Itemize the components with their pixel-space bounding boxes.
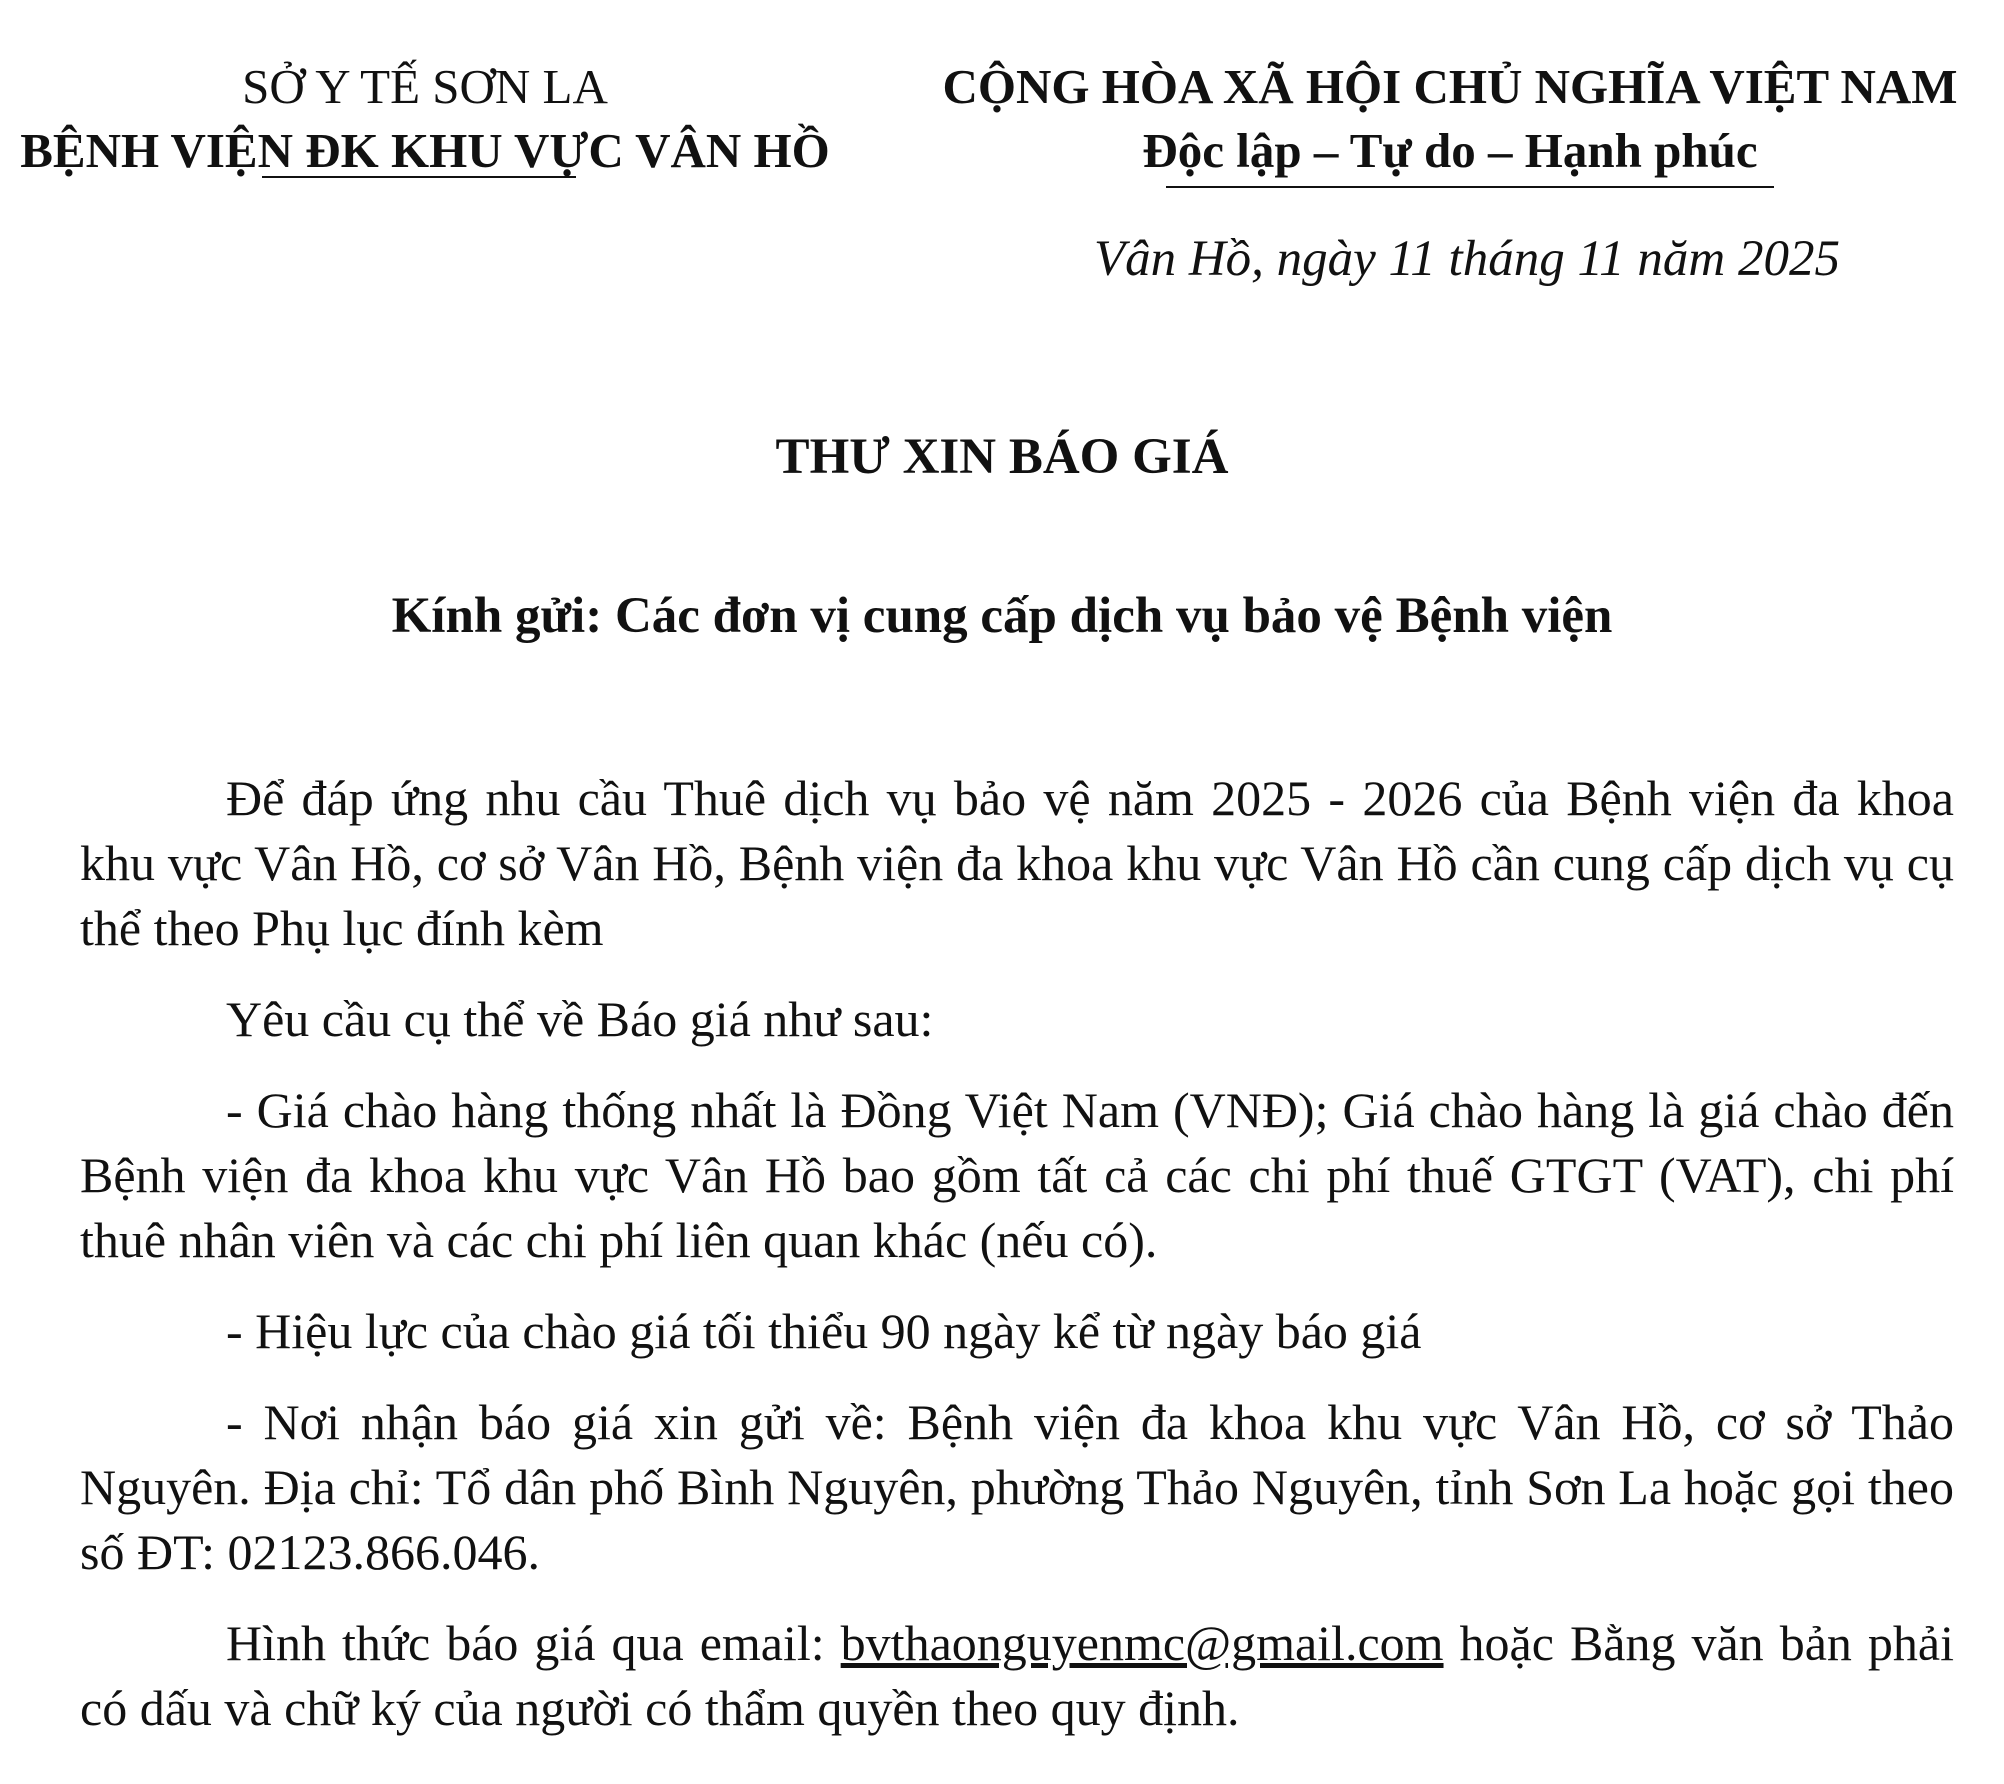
hospital-name: BỆNH VIỆN ĐK KHU VỰC VÂN HỒ xyxy=(20,123,830,178)
national-motto xyxy=(930,55,1970,183)
paragraph-validity: - Hiệu lực của chào giá tối thiểu 90 ngày kể từ ngày báo giá xyxy=(226,1303,1422,1359)
submission-suffix: hoặc Bằng văn bản phải có dấu và chữ ký của người có thẩm quyền theo quy định. xyxy=(80,1615,1954,1736)
header-right-rule xyxy=(1166,186,1774,188)
submission-prefix: Hình thức báo giá qua email: xyxy=(226,1615,841,1671)
country-name: CỘNG HÒA XÃ HỘI CHỦ NGHĨA VIỆT NAM xyxy=(942,59,1958,114)
header-left-rule xyxy=(262,176,576,178)
issuing-organization xyxy=(20,55,830,183)
paragraph-price-currency: - Giá chào hàng thống nhất là Đồng Việt Nam (VNĐ); Giá chào hàng là giá chào đến Bệnh viện đa khoa khu vực Vân Hồ bao gồm tất cả các chi phí thuế GTGT (VAT), chi phí thuê nhân viên và các chi phí liên quan khác (nếu có). xyxy=(80,1082,1954,1268)
recipient-line: Kính gửi: Các đơn vị cung cấp dịch vụ bảo vệ Bệnh viện xyxy=(391,588,1613,644)
parent-agency: SỞ Y TẾ SƠN LA xyxy=(242,59,608,114)
document-body xyxy=(80,766,1954,1767)
paragraph-purpose: Để đáp ứng nhu cầu Thuê dịch vụ bảo vệ năm 2025 - 2026 của Bệnh viện đa khoa khu vực Vân Hồ, cơ sở Vân Hồ, Bệnh viện đa khoa khu vực Vân Hồ cần cung cấp dịch vụ cụ thể theo Phụ lục đính kèm xyxy=(80,770,1954,956)
paragraph-requirements-intro: Yêu cầu cụ thể về Báo giá như sau: xyxy=(226,991,934,1047)
email-link[interactable]: bvthaonguyenmc@gmail.com xyxy=(840,1615,1444,1671)
motto: Độc lập – Tự do – Hạnh phúc xyxy=(1142,123,1758,178)
date-line: Vân Hồ, ngày 11 tháng 11 năm 2025 xyxy=(1093,231,1840,287)
document-title: THƯ XIN BÁO GIÁ xyxy=(775,429,1229,485)
paragraph-delivery-address: - Nơi nhận báo giá xin gửi về: Bệnh viện đa khoa khu vực Vân Hồ, cơ sở Thảo Nguyên. Địa chỉ: Tổ dân phố Bình Nguyên, phường Thảo Nguyên, tỉnh Sơn La hoặc gọi theo số ĐT: 02123.866.046. xyxy=(80,1394,1954,1580)
paragraph-submission-method xyxy=(80,1611,1954,1741)
